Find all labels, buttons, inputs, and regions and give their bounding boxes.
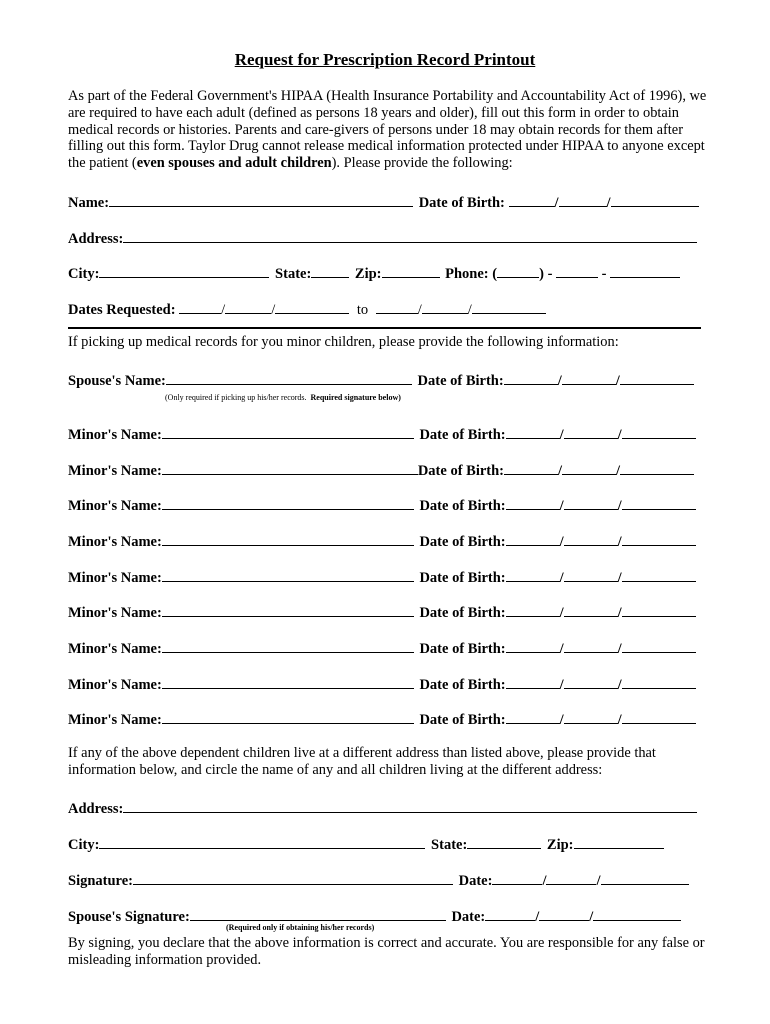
minor-name-field[interactable] — [162, 674, 414, 689]
dob-label: Date of Birth: — [419, 534, 506, 550]
city-row — [68, 263, 680, 283]
slash: / — [596, 873, 601, 889]
minor-dob-day-field[interactable] — [564, 495, 618, 510]
spouse-date-month-field[interactable] — [485, 906, 535, 921]
slash: / — [559, 677, 564, 693]
declaration-paragraph: By signing, you declare that the above information is correct and accurate. You are responsible for any false or misleading information provided. — [68, 935, 705, 968]
date-label: Date: — [458, 873, 493, 889]
minor-dob-month-field[interactable] — [506, 424, 560, 439]
spouse-dob-day-field[interactable] — [562, 370, 616, 385]
slash: / — [558, 463, 563, 479]
from-day-field[interactable] — [225, 299, 271, 314]
slash: / — [559, 498, 564, 514]
minor-dob-month-field[interactable] — [504, 460, 558, 475]
dob-month-field[interactable] — [509, 192, 555, 207]
spouse-note — [165, 387, 401, 405]
slash: / — [557, 373, 562, 389]
minor-dob-month-field[interactable] — [506, 709, 560, 724]
spouse-signature-field[interactable] — [190, 906, 446, 921]
minor-section-intro: If picking up medical records for you minor children, please provide the following information: — [68, 334, 619, 350]
minor-dob-month-field[interactable] — [506, 674, 560, 689]
paren: ( — [492, 266, 498, 282]
city-field[interactable] — [99, 263, 269, 278]
signature-date-day-field[interactable] — [546, 870, 596, 885]
minor-dob-month-field[interactable] — [506, 531, 560, 546]
minor-dob-year-field[interactable] — [622, 638, 696, 653]
signature-label: Signature: — [68, 873, 133, 889]
slash: / — [535, 909, 540, 925]
minor-dob-month-field[interactable] — [506, 567, 560, 582]
minor-dob-year-field[interactable] — [620, 460, 694, 475]
slash: / — [617, 641, 622, 657]
spouse-note-bold: Required signature below) — [310, 393, 401, 402]
state-label: State: — [431, 837, 468, 853]
address-label: Address: — [68, 801, 124, 817]
minor-name-field[interactable] — [162, 602, 414, 617]
slash: / — [617, 712, 622, 728]
dob-label: Date of Birth: — [419, 570, 506, 586]
to-label: to — [356, 302, 369, 318]
minor-row — [68, 567, 696, 587]
minor-dob-year-field[interactable] — [622, 424, 696, 439]
zip-label: Zip: — [354, 266, 382, 282]
dates-requested-row — [68, 299, 546, 319]
name-field[interactable] — [109, 192, 413, 207]
minor-row — [68, 709, 696, 729]
state-label: State: — [275, 266, 312, 282]
dob-label: Date of Birth: — [417, 373, 504, 389]
minor-name-label: Minor's Name: — [68, 427, 162, 443]
slash: / — [615, 373, 620, 389]
minor-name-label: Minor's Name: — [68, 498, 162, 514]
minor-name-label: Minor's Name: — [68, 641, 162, 657]
minor-name-label: Minor's Name: — [68, 463, 162, 479]
minor-dob-year-field[interactable] — [622, 602, 696, 617]
city-label: City: — [68, 266, 100, 282]
slash: / — [559, 570, 564, 586]
slash: / — [617, 498, 622, 514]
slash: / — [617, 570, 622, 586]
from-year-field[interactable] — [275, 299, 349, 314]
minor-row — [68, 638, 696, 658]
minor-name-field[interactable] — [162, 709, 414, 724]
second-city-row — [68, 834, 664, 854]
dob-year-field[interactable] — [611, 192, 699, 207]
address-label: Address: — [68, 231, 124, 247]
dob-label: Date of Birth: — [419, 605, 506, 621]
dob-label: Date of Birth: — [419, 677, 506, 693]
intro-text-end: ). Please provide the following: — [331, 155, 513, 172]
spouse-note-text: (Only required if picking up his/her records. — [165, 393, 307, 402]
name-row — [68, 192, 699, 212]
minor-row — [68, 495, 696, 515]
section-divider — [68, 327, 701, 329]
slash: / — [616, 463, 621, 479]
spouse-date-day-field[interactable] — [539, 906, 589, 921]
minor-name-label: Minor's Name: — [68, 534, 162, 550]
to-year-field[interactable] — [472, 299, 546, 314]
phone-label: Phone: — [445, 266, 489, 282]
signature-date-month-field[interactable] — [492, 870, 542, 885]
spouse-signature-label: Spouse's Signature: — [68, 909, 190, 925]
address-field[interactable] — [123, 228, 697, 243]
minor-row — [68, 531, 696, 551]
dob-day-field[interactable] — [559, 192, 607, 207]
spouse-name-label: Spouse's Name: — [68, 373, 166, 389]
from-month-field[interactable] — [179, 299, 221, 314]
signature-row — [68, 870, 689, 890]
slash: / — [467, 302, 472, 318]
slash: / — [617, 677, 622, 693]
minor-dob-day-field[interactable] — [564, 709, 618, 724]
minor-name-field[interactable] — [162, 495, 414, 510]
minor-row — [68, 460, 694, 480]
slash: / — [542, 873, 547, 889]
slash: / — [271, 302, 276, 318]
phone-area-field[interactable] — [497, 263, 539, 278]
slash: / — [589, 909, 594, 925]
slash: / — [606, 195, 611, 211]
slash: / — [617, 534, 622, 550]
minor-dob-year-field[interactable] — [622, 709, 696, 724]
to-day-field[interactable] — [422, 299, 468, 314]
minor-row — [68, 602, 696, 622]
slash: / — [617, 427, 622, 443]
address-row — [68, 228, 697, 248]
spouse-dob-year-field[interactable] — [620, 370, 694, 385]
slash: / — [559, 427, 564, 443]
slash: / — [559, 605, 564, 621]
minor-dob-month-field[interactable] — [506, 495, 560, 510]
minor-name-label: Minor's Name: — [68, 570, 162, 586]
dash: - — [601, 266, 607, 282]
intro-text: As part of the Federal Government's HIPAA (Health Insurance Portability and Accountability Act of 1996), we are required to have each adult (defined as persons 18 years and older), fill out this form in order to obtain medical records or histories. Parents and care-givers of persons under 18 may obtain records for them after filling out this form. Taylor Drug cannot release medical information protected under HIPAA to anyone except the patient ( — [68, 88, 707, 172]
minor-name-field[interactable] — [162, 531, 414, 546]
minor-dob-day-field[interactable] — [564, 638, 618, 653]
slash: / — [617, 605, 622, 621]
dob-label: Date of Birth: — [419, 641, 506, 657]
second-state-field[interactable] — [467, 834, 541, 849]
spouse-name-field[interactable] — [166, 370, 412, 385]
city-label: City: — [68, 837, 100, 853]
second-zip-field[interactable] — [574, 834, 664, 849]
minor-dob-day-field[interactable] — [564, 674, 618, 689]
slash: / — [559, 534, 564, 550]
page-title: Request for Prescription Record Printout — [234, 50, 536, 69]
slash: / — [417, 302, 422, 318]
minor-dob-month-field[interactable] — [506, 638, 560, 653]
signature-date-year-field[interactable] — [601, 870, 689, 885]
zip-field[interactable] — [382, 263, 440, 278]
minor-name-label: Minor's Name: — [68, 712, 162, 728]
minor-name-field[interactable] — [162, 424, 414, 439]
state-field[interactable] — [311, 263, 349, 278]
phone-line-field[interactable] — [610, 263, 680, 278]
dob-label: Date of Birth: — [418, 195, 505, 211]
minor-dob-month-field[interactable] — [506, 602, 560, 617]
intro-paragraph — [68, 88, 718, 172]
slash: / — [554, 195, 559, 211]
minor-name-label: Minor's Name: — [68, 605, 162, 621]
spouse-dob-month-field[interactable] — [504, 370, 558, 385]
second-address-field[interactable] — [123, 798, 697, 813]
second-address-row — [68, 798, 697, 818]
minor-dob-day-field[interactable] — [564, 424, 618, 439]
dates-requested-label: Dates Requested: — [68, 302, 176, 318]
slash: / — [559, 712, 564, 728]
to-month-field[interactable] — [376, 299, 418, 314]
minor-dob-day-field[interactable] — [562, 460, 616, 475]
minor-row — [68, 674, 696, 694]
dob-label: Date of Birth: — [419, 498, 506, 514]
second-city-field[interactable] — [99, 834, 425, 849]
minor-dob-day-field[interactable] — [564, 602, 618, 617]
minor-name-label: Minor's Name: — [68, 677, 162, 693]
minor-dob-day-field[interactable] — [564, 567, 618, 582]
spouse-signature-note: (Required only if obtaining his/her records) — [226, 923, 375, 932]
dob-label: Date of Birth: — [419, 427, 506, 443]
minor-dob-year-field[interactable] — [622, 495, 696, 510]
minor-name-field[interactable] — [162, 638, 414, 653]
signature-field[interactable] — [133, 870, 453, 885]
intro-bold-text: even spouses and adult children — [136, 155, 332, 172]
different-address-paragraph: If any of the above dependent children live at a different address than listed above, please provide that information below, and circle the name of any and all children living at the different address: — [68, 745, 656, 778]
minor-dob-year-field[interactable] — [622, 531, 696, 546]
minor-row — [68, 424, 696, 444]
minor-dob-year-field[interactable] — [622, 674, 696, 689]
spouse-signature-row — [68, 906, 681, 926]
dob-label: Date of Birth: — [419, 712, 506, 728]
paren-dash: ) - — [539, 266, 553, 282]
dob-label: Date of Birth: — [417, 463, 504, 479]
slash: / — [559, 641, 564, 657]
minor-dob-year-field[interactable] — [622, 567, 696, 582]
slash: / — [221, 302, 226, 318]
phone-prefix-field[interactable] — [556, 263, 598, 278]
date-label: Date: — [451, 909, 486, 925]
minor-dob-day-field[interactable] — [564, 531, 618, 546]
zip-label: Zip: — [546, 837, 574, 853]
minor-name-field[interactable] — [162, 460, 418, 475]
spouse-date-year-field[interactable] — [593, 906, 681, 921]
minor-name-field[interactable] — [162, 567, 414, 582]
name-label: Name: — [68, 195, 110, 211]
